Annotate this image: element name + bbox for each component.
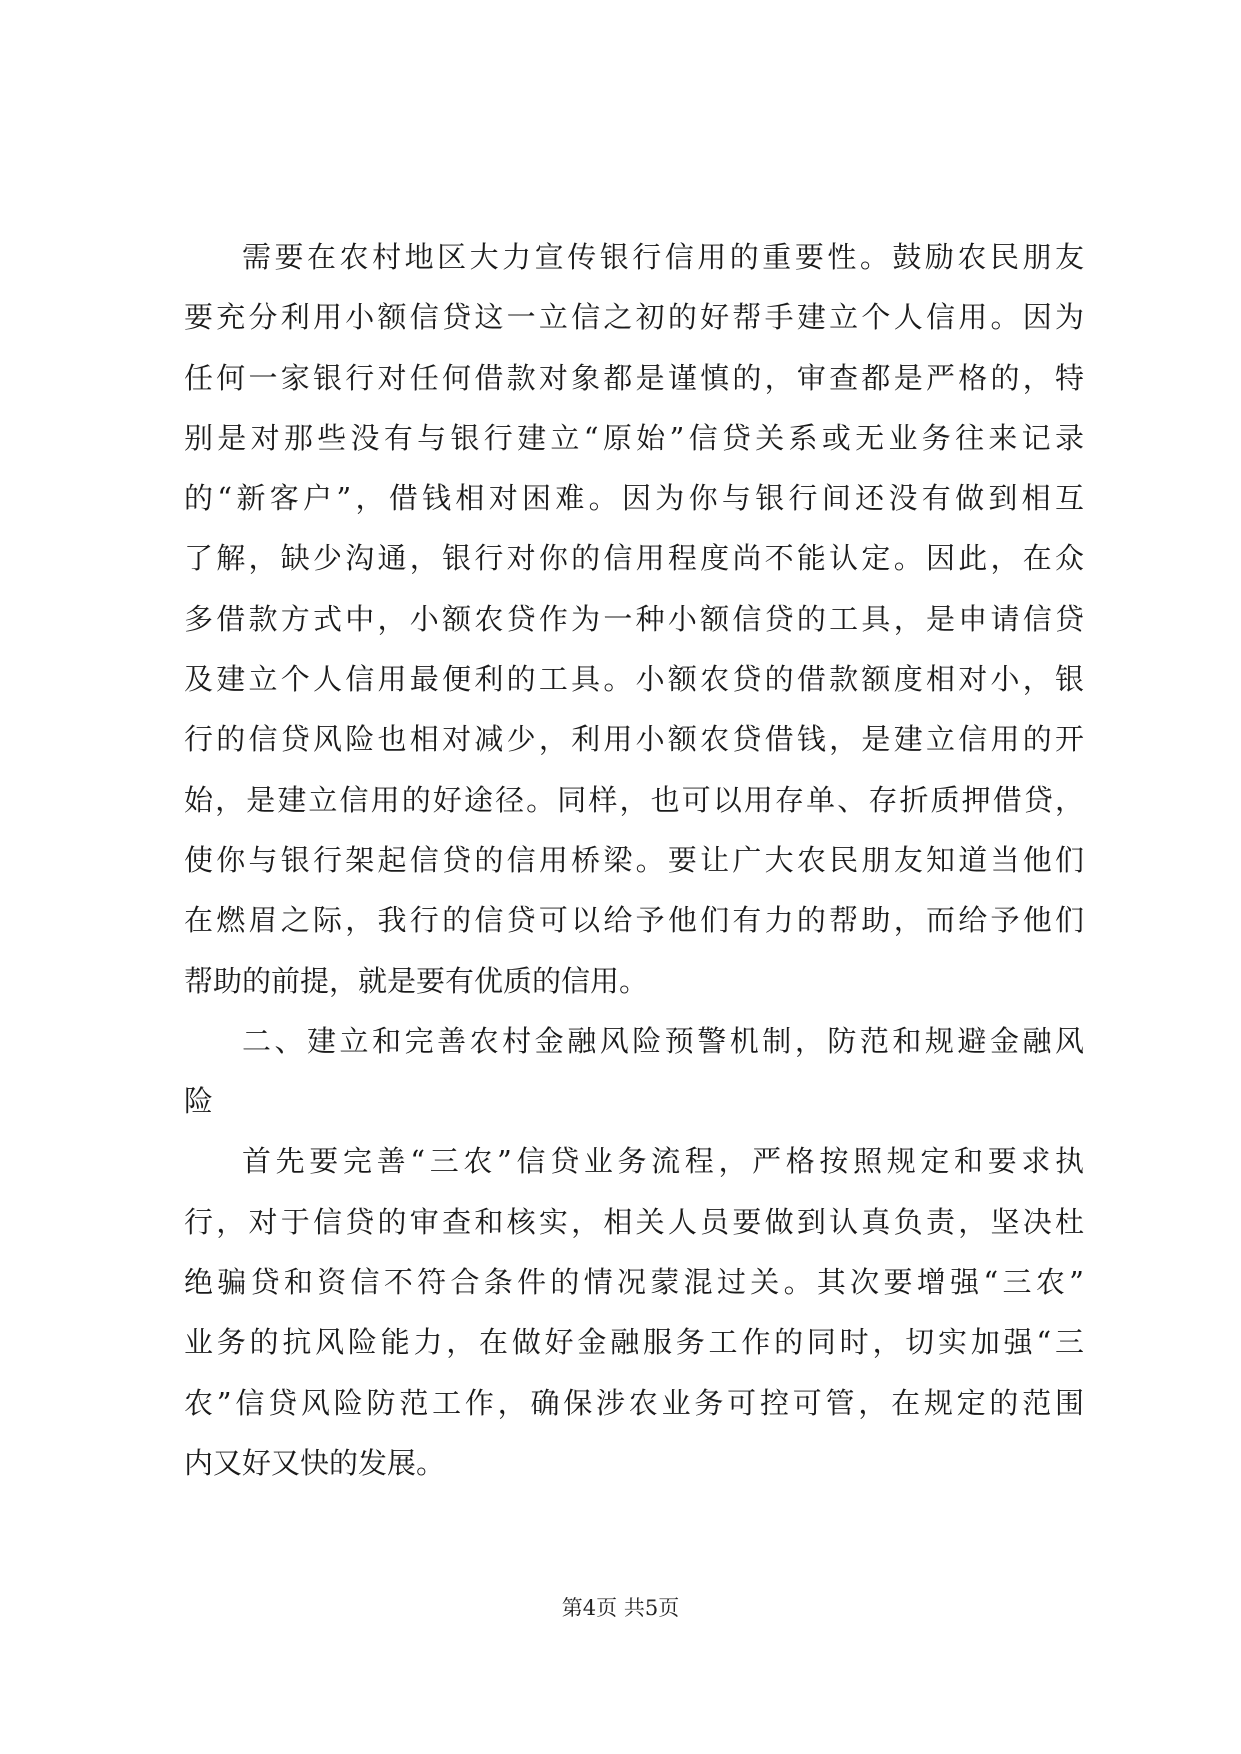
paragraph-line: 农”信贷风险防范工作，确保涉农业务可控可管，在规定的范围 — [184, 1385, 1084, 1420]
paragraph-line: 行的信贷风险也相对减少，利用小额农贷借钱，是建立信用的开 — [184, 722, 1084, 757]
document-body — [184, 227, 1084, 1493]
section-heading-line: 险 — [184, 1084, 214, 1119]
paragraph-line: 行，对于信贷的审查和核实，相关人员要做到认真负责，坚决杜 — [184, 1204, 1084, 1239]
paragraph-line: 业务的抗风险能力，在做好金融服务工作的同时，切实加强“三 — [184, 1325, 1084, 1360]
paragraph-line: 帮助的前提，就是要有优质的信用。 — [184, 963, 649, 998]
paragraph-line: 及建立个人信用最便利的工具。小额农贷的借款额度相对小，银 — [184, 662, 1084, 697]
paragraph-line: 首先要完善“三农”信贷业务流程，严格按照规定和要求执 — [242, 1144, 1084, 1179]
section-heading-line: 二、建立和完善农村金融风险预警机制，防范和规避金融风 — [242, 1023, 1084, 1058]
paragraph-line: 的“新客户”，借钱相对困难。因为你与银行间还没有做到相互 — [184, 481, 1084, 516]
page-number: 第4页 共5页 — [561, 1596, 680, 1620]
paragraph-line: 别是对那些没有与银行建立“原始”信贷关系或无业务往来记录 — [184, 420, 1084, 455]
paragraph-line: 使你与银行架起信贷的信用桥梁。要让广大农民朋友知道当他们 — [184, 842, 1084, 877]
paragraph-line: 了解，缺少沟通，银行对你的信用程度尚不能认定。因此，在众 — [184, 541, 1084, 576]
paragraph-line: 要充分利用小额信贷这一立信之初的好帮手建立个人信用。因为 — [184, 300, 1084, 335]
paragraph-line: 任何一家银行对任何借款对象都是谨慎的，审查都是严格的，特 — [184, 360, 1084, 395]
paragraph-line: 需要在农村地区大力宣传银行信用的重要性。鼓励农民朋友 — [242, 240, 1084, 274]
paragraph-line: 始，是建立信用的好途径。同样，也可以用存单、存折质押借贷， — [184, 782, 1084, 817]
paragraph-line: 绝骗贷和资信不符合条件的情况蒙混过关。其次要增强“三农” — [184, 1265, 1084, 1300]
paragraph-line: 在燃眉之际，我行的信贷可以给予他们有力的帮助，而给予他们 — [184, 903, 1084, 938]
paragraph-line: 内又好又快的发展。 — [184, 1445, 446, 1480]
paragraph-line: 多借款方式中，小额农贷作为一种小额信贷的工具，是申请信贷 — [184, 601, 1084, 636]
